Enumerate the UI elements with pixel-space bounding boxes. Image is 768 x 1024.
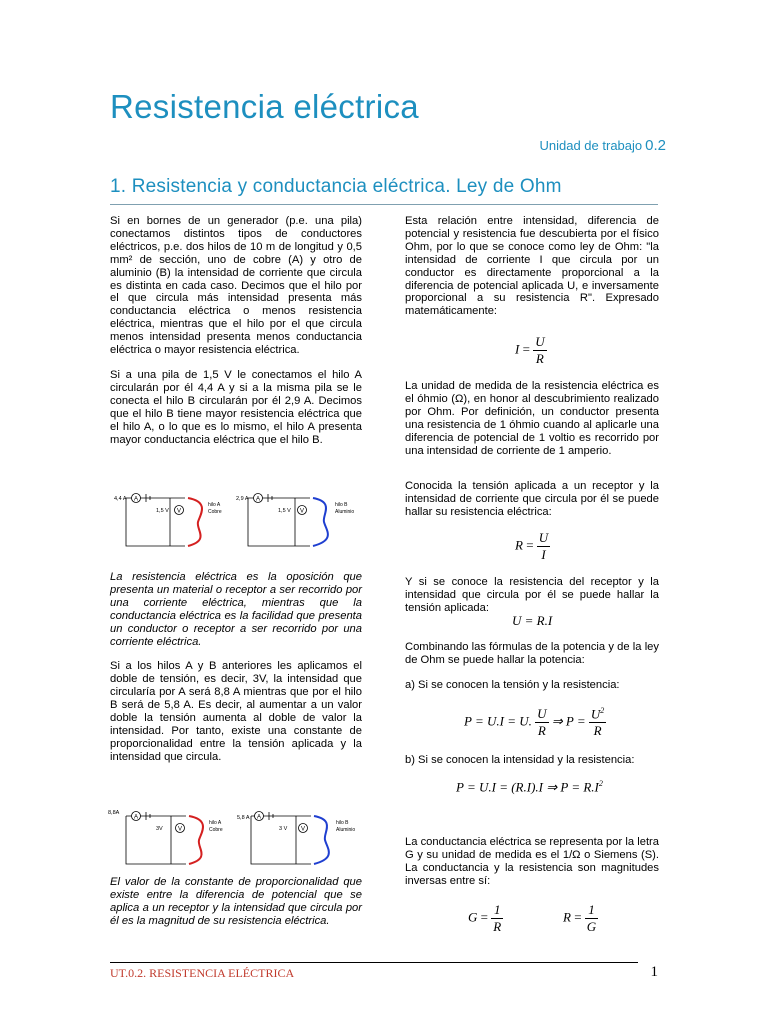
- formula-power-ri: P = U.I = (R.I).I ⇒ $P = R.I^2$: [456, 779, 603, 795]
- left-paragraph-3: La resistencia eléctrica es la oposición que presenta un material o receptor a ser recorrido por una corriente eléctrica, mientras que la conductancia eléctrica es la facilidad que presenta un conductor o receptor a ser recorrido por una corriente eléctrica.: [110, 571, 362, 648]
- svg-text:A: A: [133, 814, 139, 821]
- current-a2: 8,8A: [108, 810, 120, 816]
- right-paragraph-4: Y si se conoce la resistencia del receptor y la intensidad que circula por él se puede hallar la tensión aplicada:: [405, 576, 659, 614]
- voltmeter-a: V: [176, 508, 182, 515]
- wire-b-label: hilo B: [335, 502, 348, 508]
- wire-b-material: Aluminio: [335, 509, 355, 515]
- formula-power-ur: P = U.I = U. $\frac{U}{R}$ ⇒ P = $\frac{U^2}{R}$: [464, 706, 605, 739]
- formula-ohm-i: I = $\frac{U}{R}$: [515, 334, 545, 366]
- right-paragraph-5: Combinando las fórmulas de la potencia y de la ley de Ohm se puede hallar la potencia:: [405, 641, 659, 666]
- formula-conductance: G = $\frac{1}{R}$: [468, 902, 502, 934]
- circuits-diagram-2: [106, 798, 362, 874]
- wire-a-label: hilo A: [208, 502, 221, 508]
- unit-label-text: Unidad de trabajo: [539, 138, 643, 153]
- wire-a2-label: hilo A: [209, 820, 222, 826]
- unit-number: 0.2: [645, 137, 666, 154]
- page-title: Resistencia eléctrica: [110, 88, 419, 125]
- current-a: 4,4 A: [114, 496, 127, 502]
- footer-text: UT.0.2. RESISTENCIA ELÉCTRICA: [110, 966, 295, 980]
- unit-label: [540, 137, 667, 154]
- left-paragraph-2: Si a una pila de 1,5 V le conectamos el hilo A circularán por él 4,4 A y si a la misma pila se le conecta el hilo B circularán por él 2,9 A. Decimos que el hilo B tiene mayor resistencia eléctrica que el hilo A, o lo que es lo mismo, el hilo A presenta mayor conductancia eléctrica que el hilo B.: [110, 368, 362, 446]
- right-paragraph-8: La conductancia eléctrica se representa por la letra G y su unidad de medida es el 1/Ω o Siemens (S). La conductancia y la resistencia son magnitudes inversas entre sí:: [405, 836, 659, 887]
- current-b: 2,9 A: [236, 496, 249, 502]
- voltage-b: 1,5 V: [278, 508, 291, 514]
- footer-rule: [110, 962, 638, 963]
- left-column-middle: [110, 571, 362, 776]
- wire-a-material: Cobre: [208, 509, 222, 515]
- right-paragraph-1: Esta relación entre intensidad, diferencia de potencial y resistencia fue descubierta por el físico Ohm, por lo que se conoce como ley de Ohm: "la intensidad de corriente I que circula por un conductor es directamente proporcional a la diferencia de potencial aplicada U, e inversamente proporcional a su resistencia R". Expresado matemáticamente:: [405, 215, 659, 318]
- voltage-a2: 3V: [156, 826, 163, 832]
- current-b2: 5,8 A: [237, 815, 250, 821]
- left-column-bottom: [110, 876, 362, 940]
- ammeter-a: A: [133, 496, 139, 503]
- left-column: [110, 215, 362, 458]
- wire-b-curve: [313, 498, 328, 546]
- formula-ohm-u: U = R.I: [512, 613, 553, 628]
- svg-text:V: V: [177, 826, 183, 833]
- right-paragraph-3: Conocida la tensión aplicada a un receptor y la intensidad de corriente que circula por él se puede hallar su resistencia eléctrica:: [405, 480, 659, 518]
- formula-resistance: R = $\frac{1}{G}$: [563, 902, 597, 934]
- right-paragraph-6: a) Si se conocen la tensión y la resistencia:: [405, 679, 620, 691]
- left-paragraph-1: Si en bornes de un generador (p.e. una pila) conectamos distintos tipos de conductores eléctricos, p.e. dos hilos de 10 m de longitud y 0,5 mm² de sección, uno de cobre (A) y otro de aluminio (B) la intensidad de corriente que circula es distinta en cada caso. Decimos que el hilo por el que circula más intensidad presenta más conductancia eléctrica o menos resistencia eléctrica, mientras que el hilo por el que circula menos intensidad presenta menos conductancia eléctrica o mayor resistencia eléctrica.: [110, 215, 362, 357]
- left-paragraph-5: El valor de la constante de proporcionalidad que existe entre la diferencia de potencial que se aplica a un receptor y la intensidad que circula por él es la magnitud de su resistencia eléctrica.: [110, 876, 362, 927]
- section-title: 1. Resistencia y conductancia eléctrica. Ley de Ohm: [110, 176, 562, 197]
- svg-text:A: A: [256, 814, 262, 821]
- formula-ohm-r: R = $\frac{U}{I}$: [515, 530, 549, 562]
- wire-b2-label: hilo B: [336, 820, 349, 826]
- voltmeter-b: V: [299, 508, 305, 515]
- right-paragraph-7: b) Si se conocen la intensidad y la resistencia:: [405, 754, 635, 766]
- page-number: 1: [650, 964, 658, 980]
- svg-text:V: V: [300, 826, 306, 833]
- circuits-diagram-1: [110, 480, 366, 556]
- voltage-b2: 3 V: [279, 826, 288, 832]
- left-paragraph-4: Si a los hilos A y B anteriores les aplicamos el doble de tensión, es decir, 3V, la intensidad que circularía por A será 8,8 A mientras que por el hilo B será de 5,8 A. Es decir, al aumentar a un valor doble la tensión aumenta al doble de valor la intensidad. Por tanto, existe una constante de proporcionalidad entre la tensión aplicada y la intensidad que circula.: [110, 660, 362, 763]
- wire-a-curve: [188, 498, 202, 546]
- voltage-a: 1,5 V: [156, 508, 169, 514]
- right-paragraph-2: La unidad de medida de la resistencia eléctrica es el óhmio (Ω), en honor al descubrimiento realizado por Ohm. Por definición, un conductor presenta una resistencia de 1 óhmio cuando al aplicarle una diferencia de potencial de 1 voltio es recorrido por una intensidad de corriente de 1 amperio.: [405, 380, 659, 457]
- ammeter-b: A: [255, 496, 261, 503]
- section-rule: [110, 204, 658, 205]
- wire-b2-material: Aluminio: [336, 827, 356, 833]
- wire-a2-material: Cobre: [209, 827, 223, 833]
